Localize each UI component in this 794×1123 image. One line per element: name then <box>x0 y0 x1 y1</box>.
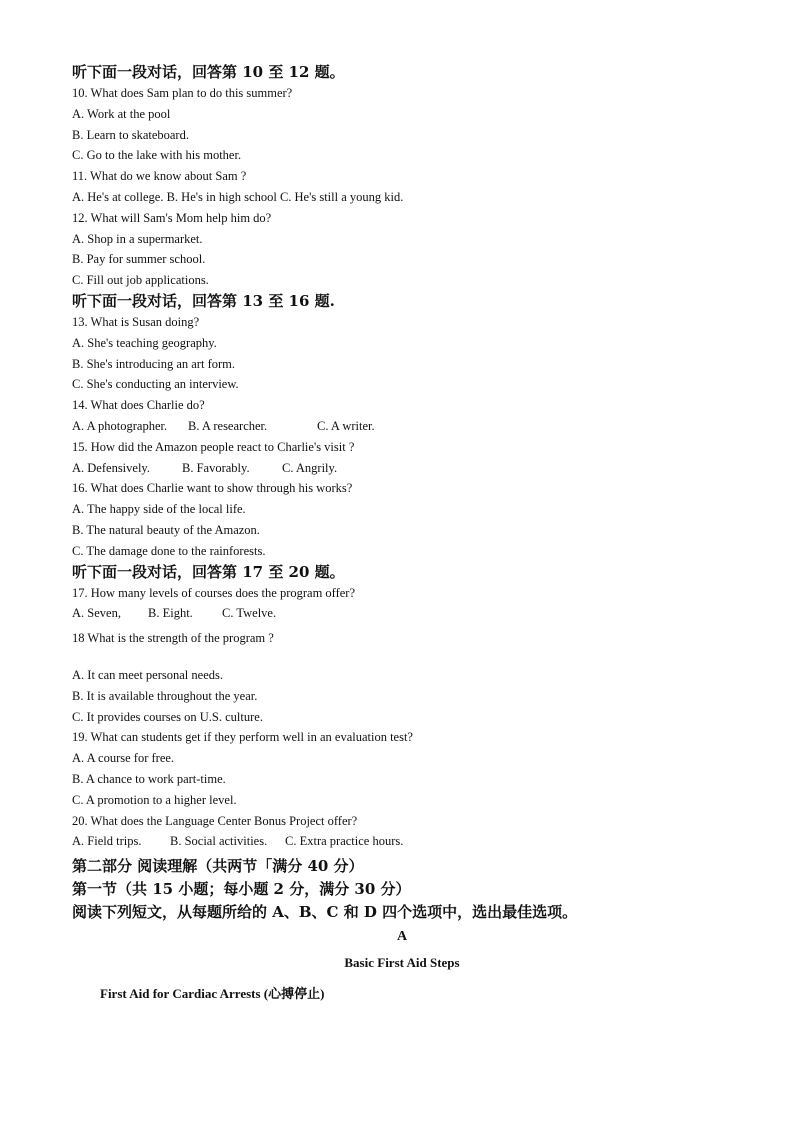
document-page <box>72 62 732 1004</box>
question-10-option-b: B. Learn to skateboard. <box>72 127 189 142</box>
question-18: 18 What is the strength of the program ? <box>72 631 274 646</box>
question-10-option-c: C. Go to the lake with his mother. <box>72 148 242 163</box>
question-15-option-b: B. Favorably. <box>182 460 250 475</box>
question-19: 19. What can students get if they perform well in an evaluation test? <box>72 730 413 745</box>
question-13: 13. What is Susan doing? <box>72 314 200 329</box>
passage-letter: A <box>396 929 408 945</box>
question-14-option-a: A. A photographer. <box>72 418 168 433</box>
question-10-option-a: A. Work at the pool <box>72 106 171 121</box>
question-11-options: A. He's at college. B. He's in high school C. He's still a young kid. <box>72 189 404 204</box>
question-15-options <box>72 458 732 479</box>
question-19-option-a: A. A course for free. <box>72 751 175 766</box>
section-one-heading: 第一节（共 15 小题；每小题 2 分，满分 30 分） <box>72 880 411 899</box>
question-12: 12. What will Sam's Mom help him do? <box>72 210 272 225</box>
question-17-option-b: B. Eight. <box>148 606 193 621</box>
passage-title: Basic First Aid Steps <box>344 955 460 971</box>
blank-gap <box>72 649 732 665</box>
question-15: 15. How did the Amazon people react to Charlie's visit ? <box>72 439 355 454</box>
passage-subtitle: First Aid for Cardiac Arrests (心搏停止) <box>100 986 325 1002</box>
question-17-options <box>72 603 732 624</box>
question-18-option-b: B. It is available throughout the year. <box>72 688 258 703</box>
question-13-option-a: A. She's teaching geography. <box>72 335 217 350</box>
question-15-option-c: C. Angrily. <box>282 460 338 475</box>
question-19-option-b: B. A chance to work part-time. <box>72 771 226 786</box>
section-heading-10-12: 听下面一段对话，回答第 10 至 12 题。 <box>72 63 345 81</box>
part-two-heading: 第二部分 阅读理解（共两节「满分 40 分） <box>72 857 364 876</box>
question-20-option-a: A. Field trips. <box>72 834 142 849</box>
question-14-option-c: C. A writer. <box>317 418 375 433</box>
question-14-options <box>72 416 732 437</box>
section-heading-17-20: 听下面一段对话，回答第 17 至 20 题。 <box>72 562 345 581</box>
question-14-option-b: B. A researcher. <box>188 418 268 433</box>
question-20-option-c: C. Extra practice hours. <box>285 834 404 849</box>
question-20-option-b: B. Social activities. <box>170 834 268 849</box>
question-20-options <box>72 831 732 852</box>
question-17-option-a: A. Seven, <box>72 606 121 621</box>
question-11: 11. What do we know about Sam ? <box>72 169 247 184</box>
question-20: 20. What does the Language Center Bonus Project offer? <box>72 813 358 828</box>
question-16-option-c: C. The damage done to the rainforests. <box>72 543 266 558</box>
question-17: 17. How many levels of courses does the program offer? <box>72 585 356 600</box>
question-10: 10. What does Sam plan to do this summer? <box>72 86 293 100</box>
question-12-option-a: A. Shop in a supermarket. <box>72 231 203 246</box>
section-heading-13-16: 听下面一段对话，回答第 13 至 16 题. <box>72 291 335 310</box>
reading-instruction: 阅读下列短文，从每题所给的 A、B、C 和 D 四个选项中，选出最佳选项。 <box>72 903 578 922</box>
question-16: 16. What does Charlie want to show through his works? <box>72 481 353 496</box>
question-16-option-a: A. The happy side of the local life. <box>72 502 246 517</box>
question-19-option-c: C. A promotion to a higher level. <box>72 792 237 807</box>
question-14: 14. What does Charlie do? <box>72 398 205 413</box>
question-13-option-c: C. She's conducting an interview. <box>72 377 239 392</box>
question-12-option-c: C. Fill out job applications. <box>72 273 209 288</box>
question-12-option-b: B. Pay for summer school. <box>72 252 206 267</box>
question-17-option-c: C. Twelve. <box>222 606 277 621</box>
question-16-option-b: B. The natural beauty of the Amazon. <box>72 522 260 537</box>
question-18-option-c: C. It provides courses on U.S. culture. <box>72 709 263 724</box>
question-18-option-a: A. It can meet personal needs. <box>72 667 223 682</box>
question-13-option-b: B. She's introducing an art form. <box>72 356 235 371</box>
question-15-option-a: A. Defensively. <box>72 460 150 475</box>
